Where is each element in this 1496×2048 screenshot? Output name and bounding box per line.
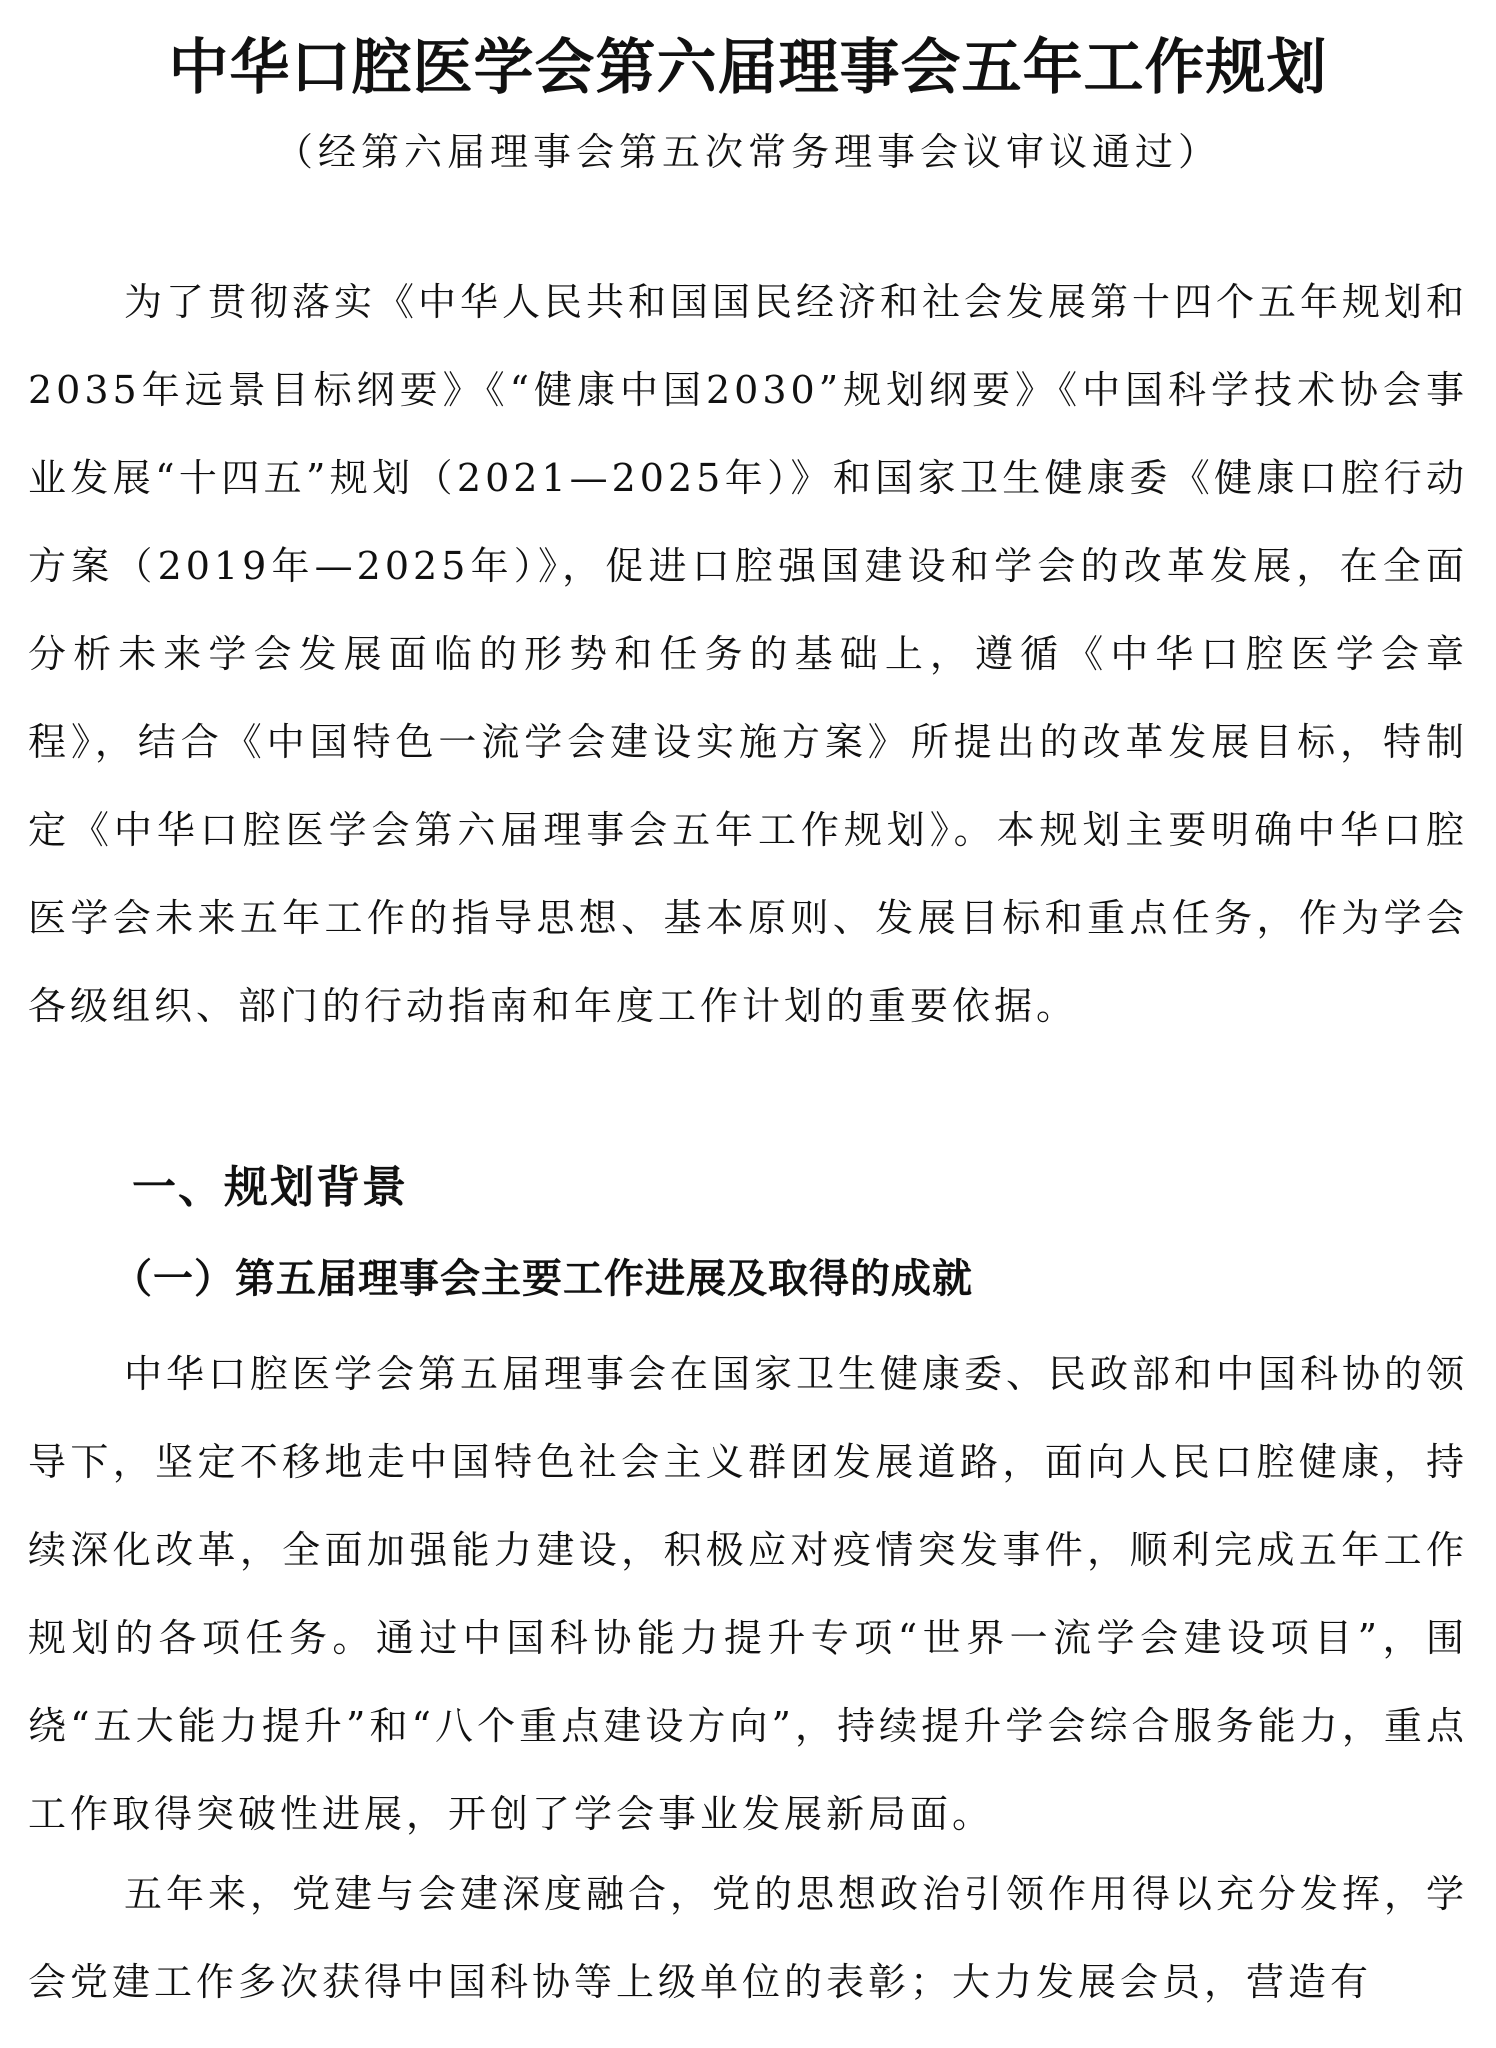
body-paragraph-five-years: 五年来，党建与会建深度融合，党的思想政治引领作用得以充分发挥，学会党建工作多次获得中国科协等上级单位的表彰；大力发展会员，营造有 [28, 1872, 1469, 2004]
section-heading: 一、规划背景 [132, 1162, 408, 1213]
intro-paragraph: 为了贯彻落实《中华人民共和国国民经济和社会发展第十四个五年规划和2035年远景目标纲要》《“健康中国2030”规划纲要》《中国科学技术协会事业发展“十四五”规划（2021—2025年）》和国家卫生健康委《健康口腔行动方案（2019年—2025年）》，促进口腔强国建设和学会的改革发展，在全面分析未来学会发展面临的形势和任务的基础上，遵循《中华口腔医学会章程》，结合《中国特色一流学会建设实施方案》所提出的改革发展目标，特制定《中华口腔医学会第六届理事会五年工作规划》。本规划主要明确中华口腔医学会未来五年工作的指导思想、基本原则、发展目标和重点任务，作为学会各级组织、部门的行动指南和年度工作计划的重要依据。 [28, 280, 1469, 1028]
document-title: 中华口腔医学会第六届理事会五年工作规划 [168, 33, 1328, 103]
document-subtitle: （经第六届理事会第五次常务理事会议审议通过） [274, 130, 1221, 174]
subsection-heading: （一）第五届理事会主要工作进展及取得的成就 [112, 1256, 973, 1302]
body-paragraph-achievements: 中华口腔医学会第五届理事会在国家卫生健康委、民政部和中国科协的领导下，坚定不移地走中国特色社会主义群团发展道路，面向人民口腔健康，持续深化改革，全面加强能力建设，积极应对疫情突发事件，顺利完成五年工作规划的各项任务。通过中国科协能力提升专项“世界一流学会建设项目”，围绕“五大能力提升”和“八个重点建设方向”，持续提升学会综合服务能力，重点工作取得突破性进展，开创了学会事业发展新局面。 [28, 1352, 1469, 1836]
